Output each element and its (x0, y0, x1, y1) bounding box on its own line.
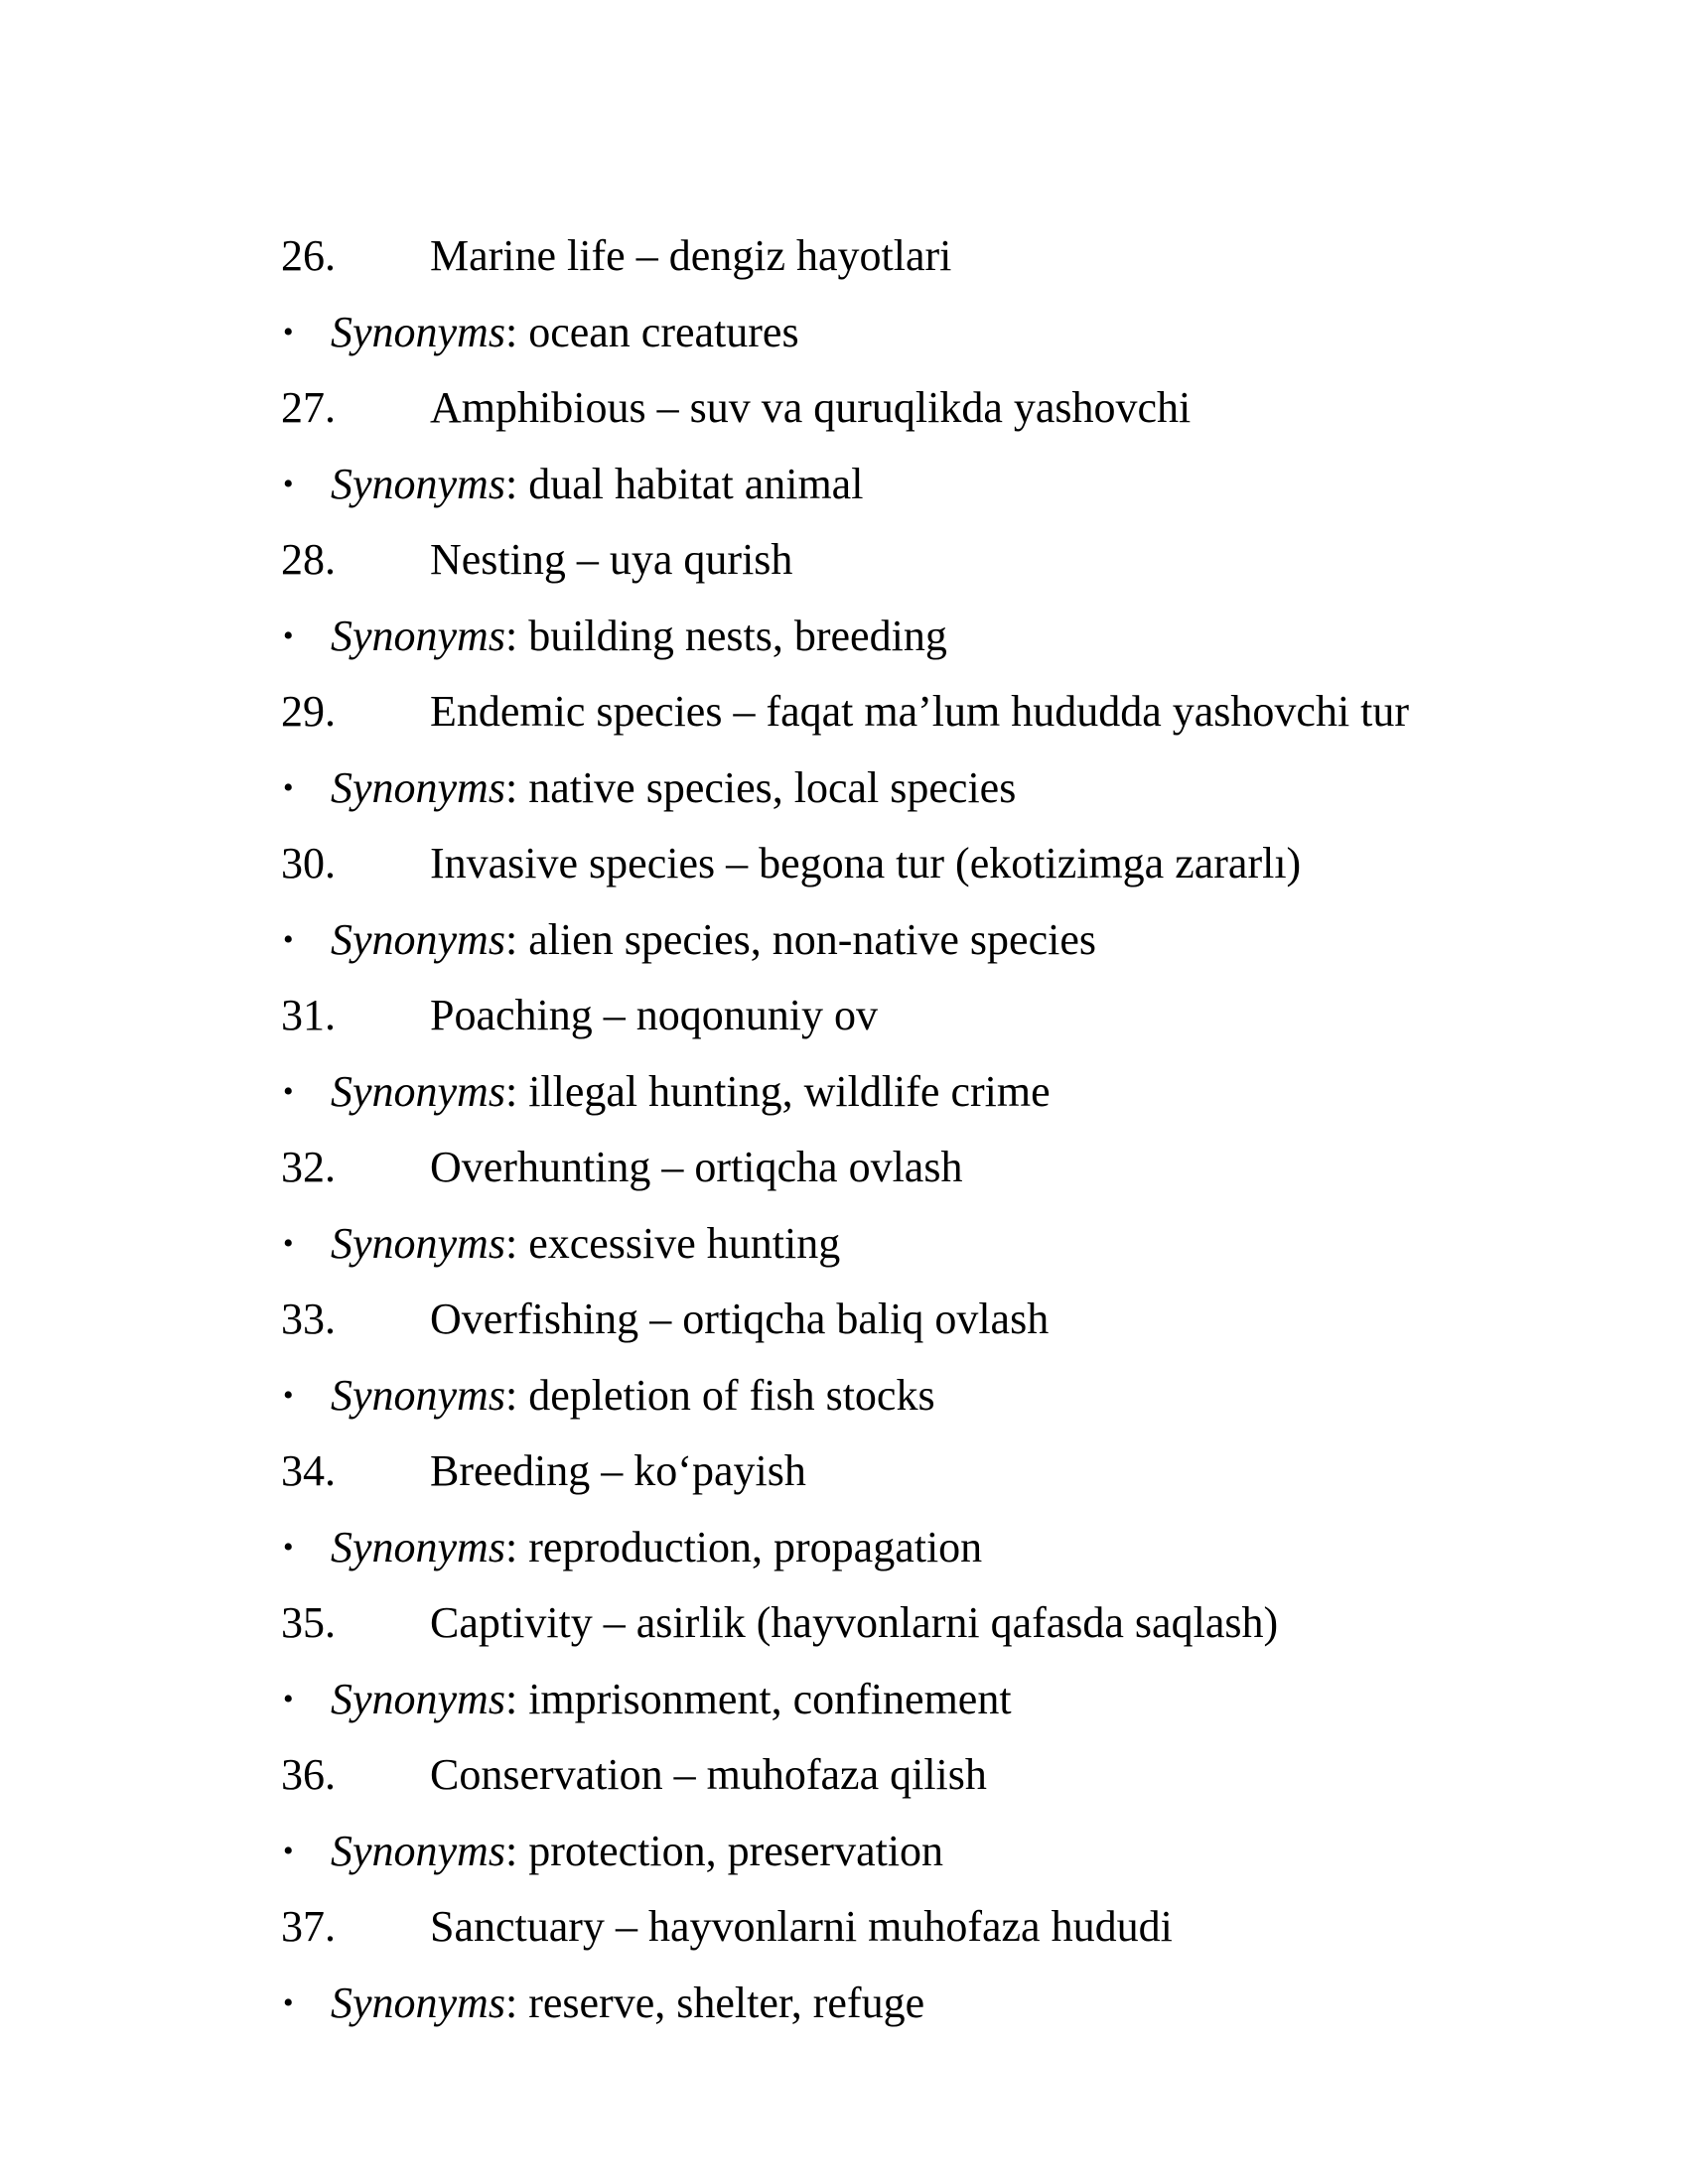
synonyms-line (281, 751, 1572, 827)
term-text (430, 991, 878, 1040)
vocabulary-entry (281, 826, 1572, 978)
term: Captivity (430, 1598, 593, 1648)
term-text (430, 231, 952, 281)
entry-number: 30. (281, 839, 336, 888)
vocabulary-entry (281, 218, 1572, 370)
synonyms-text: Synonyms: ocean creatures (331, 307, 799, 356)
bullet-icon: • (283, 1834, 294, 1867)
dash-separator: – (733, 687, 756, 737)
vocabulary-entry (281, 1130, 1572, 1282)
term: Poaching (430, 991, 593, 1040)
term: Breeding (430, 1446, 591, 1496)
synonyms-line (281, 1966, 1572, 2042)
synonyms-line (281, 1358, 1572, 1434)
dash-separator: – (615, 1902, 637, 1952)
synonyms-label: Synonyms (331, 459, 505, 508)
entry-number: 36. (281, 1750, 336, 1800)
vocabulary-entry (281, 1889, 1572, 2041)
synonyms-text: Synonyms: alien species, non-native species (331, 914, 1096, 964)
term-text (430, 1902, 1173, 1952)
synonyms-value: depletion of fish stocks (528, 1370, 935, 1420)
synonyms-label: Synonyms (331, 1826, 505, 1875)
term-text (430, 1750, 987, 1800)
term-line (281, 1737, 1572, 1814)
dash-separator: – (601, 1446, 624, 1496)
entry-number: 35. (281, 1598, 336, 1648)
bullet-icon: • (283, 770, 294, 804)
term: Amphibious (430, 383, 646, 433)
synonyms-text: Synonyms: excessive hunting (331, 1218, 841, 1268)
term-text (430, 839, 1302, 888)
bullet-icon: • (283, 618, 294, 652)
bullet-icon: • (283, 1226, 294, 1260)
dash-separator: – (726, 839, 749, 888)
synonyms-text: Synonyms: protection, preservation (331, 1826, 944, 1875)
translation: dengiz hayotlari (668, 231, 952, 281)
bullet-icon: • (283, 1530, 294, 1564)
vocabulary-entry (281, 978, 1572, 1130)
synonyms-line (281, 1206, 1572, 1283)
term-text (430, 383, 1192, 433)
bullet-icon: • (283, 315, 294, 348)
synonyms-text: Synonyms: building nests, breeding (331, 611, 947, 660)
synonyms-line (281, 1814, 1572, 1890)
term: Overfishing (430, 1295, 639, 1344)
translation: faqat ma’lum hududda yashovchi tur (766, 687, 1410, 737)
dash-separator: – (656, 383, 679, 433)
translation: ortiqcha baliq ovlash (682, 1295, 1050, 1344)
synonyms-value: excessive hunting (528, 1218, 841, 1268)
synonyms-label: Synonyms (331, 914, 505, 964)
bullet-icon: • (283, 922, 294, 956)
term-text (430, 1598, 1279, 1648)
term: Conservation (430, 1750, 663, 1800)
term: Overhunting (430, 1143, 651, 1192)
synonyms-label: Synonyms (331, 1218, 505, 1268)
synonyms-value: ocean creatures (528, 307, 799, 356)
term: Nesting (430, 535, 566, 585)
translation: suv va quruqlikda yashovchi (689, 383, 1192, 433)
entry-number: 28. (281, 535, 336, 585)
translation: ko‘payish (633, 1446, 806, 1496)
term-text (430, 1143, 963, 1192)
translation: asirlik (hayvonlarni qafasda saqlash) (635, 1598, 1279, 1648)
vocabulary-entry (281, 1737, 1572, 1889)
term: Invasive species (430, 839, 716, 888)
bullet-icon: • (283, 467, 294, 500)
dash-separator: – (576, 535, 599, 585)
synonyms-value: alien species, non-native species (528, 914, 1096, 964)
bullet-icon: • (283, 1985, 294, 2019)
synonyms-text: Synonyms: native species, local species (331, 762, 1017, 812)
synonyms-label: Synonyms (331, 1066, 505, 1116)
term-line (281, 1282, 1572, 1358)
vocabulary-list (281, 218, 1572, 2041)
synonyms-label: Synonyms (331, 1370, 505, 1420)
term-text (430, 687, 1410, 737)
entry-number: 31. (281, 991, 336, 1040)
synonyms-line (281, 447, 1572, 523)
synonyms-value: protection, preservation (528, 1826, 944, 1875)
synonyms-label: Synonyms (331, 611, 505, 660)
synonyms-value: imprisonment, confinement (528, 1674, 1012, 1723)
synonyms-label: Synonyms (331, 762, 505, 812)
entry-number: 29. (281, 687, 336, 737)
term-line (281, 674, 1572, 751)
term-text (430, 1446, 806, 1496)
translation: begona tur (ekotizimga zararlı) (759, 839, 1302, 888)
bullet-icon: • (283, 1378, 294, 1412)
synonyms-label: Synonyms (331, 307, 505, 356)
term-line (281, 1130, 1572, 1206)
synonyms-label: Synonyms (331, 1522, 505, 1571)
synonyms-text: Synonyms: dual habitat animal (331, 459, 864, 508)
term-line (281, 826, 1572, 902)
vocabulary-entry (281, 674, 1572, 826)
synonyms-text: Synonyms: depletion of fish stocks (331, 1370, 935, 1420)
entry-number: 27. (281, 383, 336, 433)
synonyms-value: native species, local species (528, 762, 1017, 812)
vocabulary-entry (281, 370, 1572, 522)
vocabulary-entry (281, 1282, 1572, 1433)
translation: ortiqcha ovlash (694, 1143, 963, 1192)
synonyms-value: illegal hunting, wildlife crime (528, 1066, 1051, 1116)
synonyms-line (281, 1510, 1572, 1586)
synonyms-text: Synonyms: illegal hunting, wildlife crime (331, 1066, 1051, 1116)
dash-separator: – (661, 1143, 684, 1192)
synonyms-line (281, 599, 1572, 675)
vocabulary-entry (281, 522, 1572, 674)
term-line (281, 522, 1572, 599)
entry-number: 26. (281, 231, 336, 281)
term-line (281, 370, 1572, 447)
synonyms-value: building nests, breeding (528, 611, 947, 660)
term-line (281, 978, 1572, 1054)
term: Sanctuary (430, 1902, 605, 1952)
entry-number: 32. (281, 1143, 336, 1192)
synonyms-text: Synonyms: reserve, shelter, refuge (331, 1978, 925, 2027)
term: Marine life (430, 231, 626, 281)
synonyms-label: Synonyms (331, 1674, 505, 1723)
synonyms-value: reserve, shelter, refuge (528, 1978, 925, 2027)
entry-number: 33. (281, 1295, 336, 1344)
translation: noqonuniy ov (635, 991, 878, 1040)
dash-separator: – (603, 991, 626, 1040)
bullet-icon: • (283, 1074, 294, 1108)
term-line (281, 1889, 1572, 1966)
term-text (430, 535, 793, 585)
translation: muhofaza qilish (706, 1750, 987, 1800)
synonyms-label: Synonyms (331, 1978, 505, 2027)
dash-separator: – (603, 1598, 626, 1648)
term-line (281, 1585, 1572, 1662)
vocabulary-entry (281, 1585, 1572, 1737)
synonyms-text: Synonyms: imprisonment, confinement (331, 1674, 1012, 1723)
term: Endemic species (430, 687, 723, 737)
term-line (281, 218, 1572, 295)
synonyms-text: Synonyms: reproduction, propagation (331, 1522, 983, 1571)
vocabulary-entry (281, 1433, 1572, 1585)
entry-number: 34. (281, 1446, 336, 1496)
synonyms-line (281, 1662, 1572, 1738)
bullet-icon: • (283, 1682, 294, 1715)
dash-separator: – (649, 1295, 672, 1344)
synonyms-line (281, 902, 1572, 979)
dash-separator: – (635, 231, 658, 281)
synonyms-line (281, 295, 1572, 371)
term-text (430, 1295, 1050, 1344)
synonyms-value: reproduction, propagation (528, 1522, 983, 1571)
synonyms-value: dual habitat animal (528, 459, 864, 508)
term-line (281, 1433, 1572, 1510)
translation: hayvonlarni muhofaza hududi (647, 1902, 1173, 1952)
dash-separator: – (673, 1750, 696, 1800)
synonyms-line (281, 1054, 1572, 1131)
translation: uya qurish (609, 535, 793, 585)
entry-number: 37. (281, 1902, 336, 1952)
